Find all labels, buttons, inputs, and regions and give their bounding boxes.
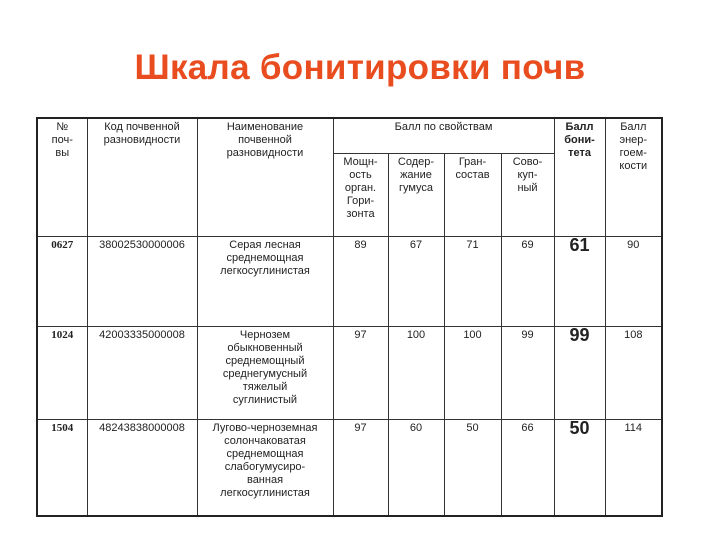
soil-code: 48243838000008 [87,419,197,516]
soil-name: Серая лесная среднемощная легкосуглинистая [197,236,333,326]
score-energ: 90 [605,236,662,326]
score-bonitet: 61 [554,236,605,326]
soil-number: 1504 [37,419,87,516]
score-bonitet: 50 [554,419,605,516]
score-sovokup: 66 [501,419,554,516]
score-sovokup: 99 [501,326,554,419]
header-gran: Гран- состав [444,153,501,236]
header-num: № поч- вы [37,118,87,236]
score-energ: 114 [605,419,662,516]
header-code: Код почвенной разновидности [87,118,197,236]
header-bonitet: Балл бони- тета [554,118,605,236]
score-bonitet: 99 [554,326,605,419]
soil-name: Лугово-черноземная солончаковатая среднемощная слабогумусиро- ванная легкосуглинистая [197,419,333,516]
header-moshch: Мощн- ость орган. Гори- зонта [333,153,388,236]
header-row-1 [37,118,662,153]
score-humus: 60 [388,419,444,516]
soil-code: 38002530000006 [87,236,197,326]
soil-number: 0627 [37,236,87,326]
header-name: Наименование почвенной разновидности [197,118,333,236]
soil-name: Чернозем обыкновенный среднемощный среднегумусный тяжелый суглинистый [197,326,333,419]
score-moshch: 89 [333,236,388,326]
header-energ: Балл энер- гоем- кости [605,118,662,236]
score-energ: 108 [605,326,662,419]
score-humus: 67 [388,236,444,326]
soil-bonitet-table [36,117,663,517]
soil-code: 42003335000008 [87,326,197,419]
header-props: Балл по свойствам [333,118,554,153]
table-row [37,236,662,326]
soil-number: 1024 [37,326,87,419]
page-title: Шкала бонитировки почв [134,48,586,87]
score-sovokup: 69 [501,236,554,326]
score-moshch: 97 [333,326,388,419]
table-row [37,326,662,419]
score-gran: 50 [444,419,501,516]
table-row [37,419,662,516]
score-gran: 71 [444,236,501,326]
score-moshch: 97 [333,419,388,516]
header-humus: Содер- жание гумуса [388,153,444,236]
header-sovokup: Сово- куп- ный [501,153,554,236]
score-gran: 100 [444,326,501,419]
score-humus: 100 [388,326,444,419]
